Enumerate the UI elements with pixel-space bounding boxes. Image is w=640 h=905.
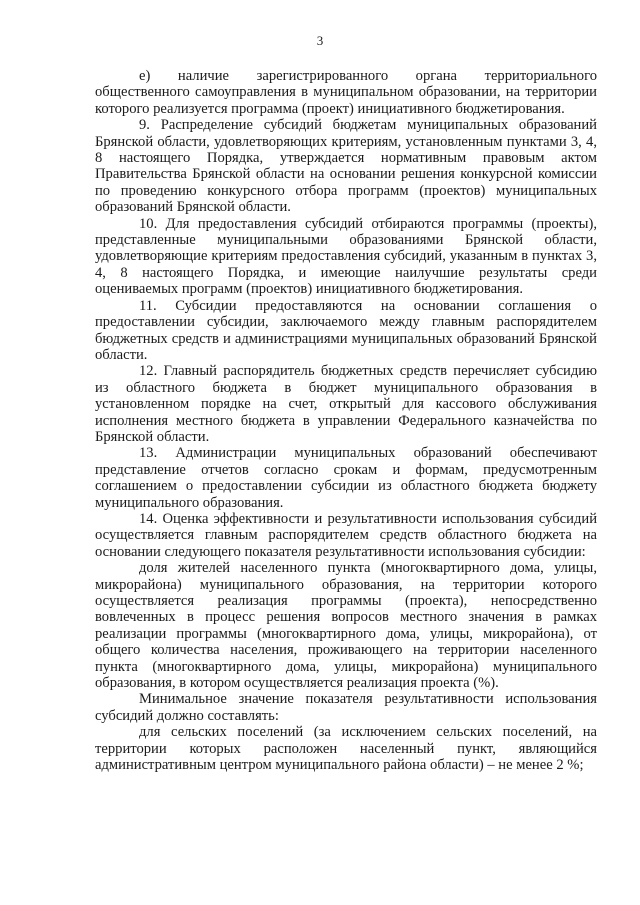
paragraph-10: 10. Для предоставления субсидий отбираются программы (проекты), представленные муниципальными образованиями Брянской области, удовлетворяющие критериям предоставления субсидий, указанным в пунктах 3, 4, 8 настоящего Порядка, и имеющие наилучшие результаты среди оцениваемых программ (проектов) инициативного бюджетирования. [95,215,597,298]
paragraph-12: 12. Главный распорядитель бюджетных средств перечисляет субсидию из областного бюджета в бюджет муниципального образования в установленном порядке на счет, открытый для кассового обслуживания исполнения местного бюджета в управлении Федерального казначейства по Брянской области. [95,363,597,445]
paragraph-indicator-definition: доля жителей населенного пункта (многоквартирного дома, улицы, микрорайона) муниципального образования, на территории которого осуществляется реализация программы (проекта), непосредственно вовлеченных в процесс решения вопросов местного значения в рамках реализации программы (многоквартирного дома, улицы, микрорайона), от общего количества населения, проживающего на территории населенного пункта (многоквартирного дома, улицы, микрорайона) муниципального образования, в котором осуществляется реализация проекта (%). [95,560,597,692]
paragraph-9: 9. Распределение субсидий бюджетам муниципальных образований Брянской области, удовлетворяющих критериям, установленным пунктами 3, 4, 8 настоящего Порядка, утверждается нормативным правовым актом Правительства Брянской области на основании решения конкурсной комиссии по проведению конкурсного отбора программ (проектов) муниципальных образований Брянской области. [95,117,597,216]
paragraph-rural-settlements: для сельских поселений (за исключением сельских поселений, на территории которых расположен населенный пункт, являющийся административным центром муниципального района области) – не менее 2 %; [95,724,597,774]
paragraph-11: 11. Субсидии предоставляются на основании соглашения о предоставлении субсидии, заключаемого между главным распорядителем бюджетных средств и администрациями муниципальных образований Брянской области. [95,297,597,363]
paragraph-14: 14. Оценка эффективности и результативности использования субсидий осуществляется главным распорядителем средств областного бюджета на основании следующего показателя результативности использования субсидии: [95,510,597,560]
paragraph-13: 13. Администрации муниципальных образований обеспечивают представление отчетов согласно срокам и формам, предусмотренным соглашением о предоставлении субсидии из областного бюджета бюджету муниципального образования. [95,445,597,511]
paragraph-minimum-value: Минимальное значение показателя результативности использования субсидий должно составлять: [95,691,597,724]
document-body [95,68,597,773]
page-number: 3 [316,33,324,48]
paragraph-e: е) наличие зарегистрированного органа территориального общественного самоуправления в муниципальном образовании, на территории которого реализуется программа (проект) инициативного бюджетирования. [95,68,597,117]
